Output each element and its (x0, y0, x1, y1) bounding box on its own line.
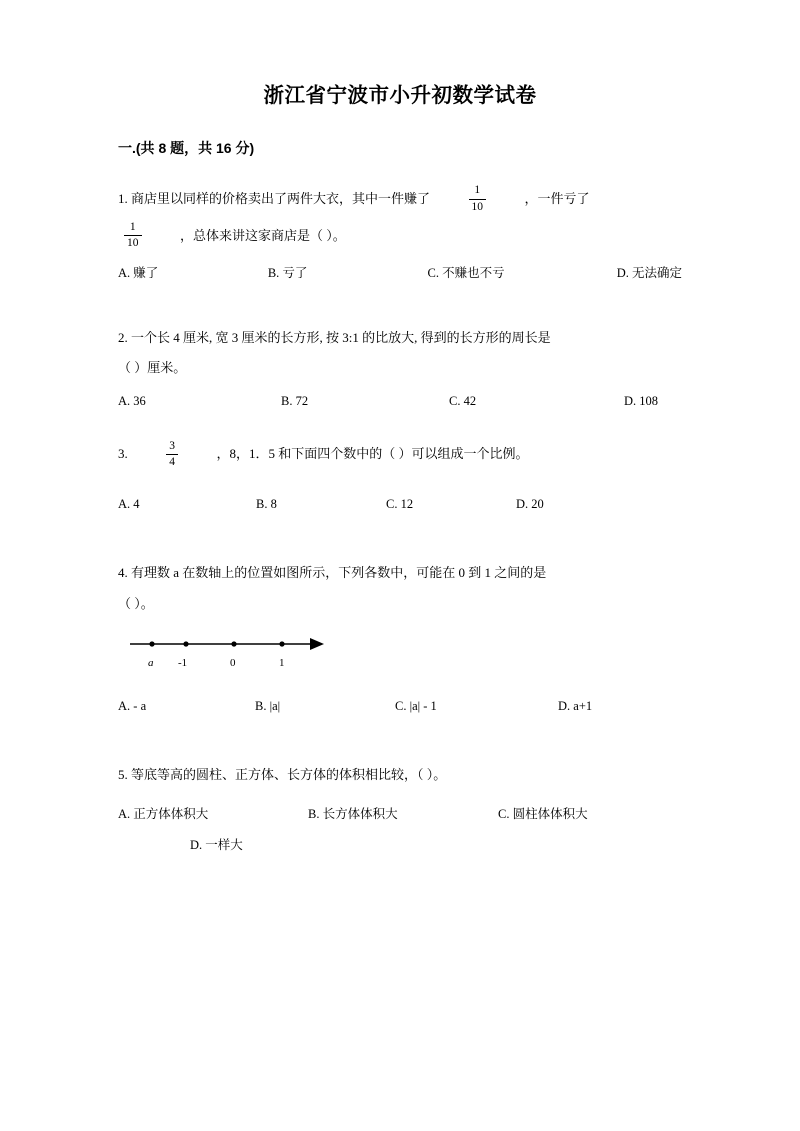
fraction-bar (124, 235, 142, 236)
question-4-number: 4. (118, 564, 128, 580)
fraction-bar (166, 454, 178, 455)
question-2-text-line1: 一个长 4 厘米, 宽 3 厘米的长方形, 按 3:1 的比放大, 得到的长方形的周长是 (131, 330, 551, 346)
question-2 (118, 326, 682, 414)
question-4 (118, 561, 682, 719)
question-4-text-line1: 有理数 a 在数轴上的位置如图所示，下列各数中，可能在 0 到 1 之间的是 (131, 564, 547, 580)
number-line-label-minus1: -1 (178, 657, 188, 670)
question-1-text-part2: ，一件亏了 (524, 191, 590, 206)
question-4-figure (118, 630, 682, 684)
fraction-numerator: 3 (169, 439, 175, 452)
option-1-b[interactable]: B. 亏了 (267, 266, 308, 281)
fraction-three-quarters (166, 440, 178, 469)
fraction-numerator: 1 (129, 221, 136, 234)
question-5-options (118, 802, 682, 827)
option-5-c[interactable]: C. 圆柱体体积大 (498, 807, 588, 822)
option-2-b[interactable]: B. 72 (281, 394, 309, 409)
option-4-d[interactable]: D. a+1 (558, 699, 593, 714)
question-3-number: 3. (118, 446, 128, 462)
option-1-d[interactable]: D. 无法确定 (616, 266, 682, 281)
question-5 (118, 763, 682, 858)
question-2-text-line2: （ ）厘米。 (118, 360, 187, 376)
question-1-number: 1. (118, 191, 128, 206)
number-line-svg (124, 630, 334, 676)
question-3 (118, 440, 682, 517)
number-line-diagram (124, 630, 334, 676)
number-line-label-1: 1 (279, 657, 285, 670)
option-4-a[interactable]: A. - a (118, 699, 147, 714)
option-1-c[interactable]: C. 不赚也不亏 (427, 266, 505, 281)
fraction-one-tenth-b (124, 221, 142, 250)
fraction-bar (469, 199, 487, 200)
question-1-options (118, 261, 682, 286)
question-2-options (118, 389, 682, 414)
option-3-c[interactable]: C. 12 (386, 496, 414, 511)
question-2-stem-cont (118, 357, 682, 379)
option-5-d[interactable]: D. 一样大 (190, 838, 243, 853)
question-5-text: 等底等高的圆柱、正方体、长方体的体积相比较，（ ）。 (131, 767, 447, 783)
question-4-options (118, 694, 682, 719)
question-5-stem (118, 763, 682, 788)
option-5-b[interactable]: B. 长方体体积大 (308, 807, 398, 822)
section-heading: 一.(共 8 题，共 16 分) (118, 140, 255, 156)
question-1-stem (118, 184, 682, 215)
question-3-options (118, 492, 682, 517)
number-line-label-a: a (148, 657, 154, 670)
question-1-text-part3: ，总体来讲这家商店是（ ）。 (180, 227, 346, 243)
option-3-a[interactable]: A. 4 (118, 496, 140, 511)
question-3-stem (118, 440, 682, 470)
option-2-c[interactable]: C. 42 (449, 394, 477, 409)
option-4-b[interactable]: B. |a| (255, 699, 281, 714)
page-title: 浙江省宁波市小升初数学试卷 (263, 84, 537, 107)
fraction-denominator: 4 (169, 455, 175, 468)
question-1-stem-cont (118, 221, 682, 252)
option-4-c[interactable]: C. |a| - 1 (395, 699, 437, 714)
option-3-b[interactable]: B. 8 (256, 496, 277, 511)
option-3-d[interactable]: D. 20 (516, 496, 544, 511)
question-4-stem (118, 561, 682, 586)
question-3-text: ，8，1．5 和下面四个数中的（ ）可以组成一个比例。 (216, 446, 529, 462)
option-1-a[interactable]: A. 赚了 (118, 266, 159, 281)
question-5-number: 5. (118, 767, 128, 783)
question-1-text-part1: 商店里以同样的价格卖出了两件大衣，其中一件赚了 (131, 191, 431, 206)
fraction-denominator: 10 (471, 200, 484, 213)
fraction-denominator: 10 (127, 237, 139, 250)
question-4-text-line2: （ ）。 (118, 595, 154, 611)
fraction-one-tenth-a (469, 184, 487, 213)
fraction-numerator: 1 (474, 184, 481, 197)
option-5-a[interactable]: A. 正方体体积大 (118, 807, 209, 822)
option-2-a[interactable]: A. 36 (118, 394, 146, 409)
option-2-d[interactable]: D. 108 (624, 394, 659, 409)
question-2-number: 2. (118, 330, 128, 346)
question-2-stem (118, 326, 682, 351)
question-1 (118, 184, 682, 286)
question-4-stem-cont (118, 592, 682, 617)
number-line-label-0: 0 (230, 657, 236, 670)
